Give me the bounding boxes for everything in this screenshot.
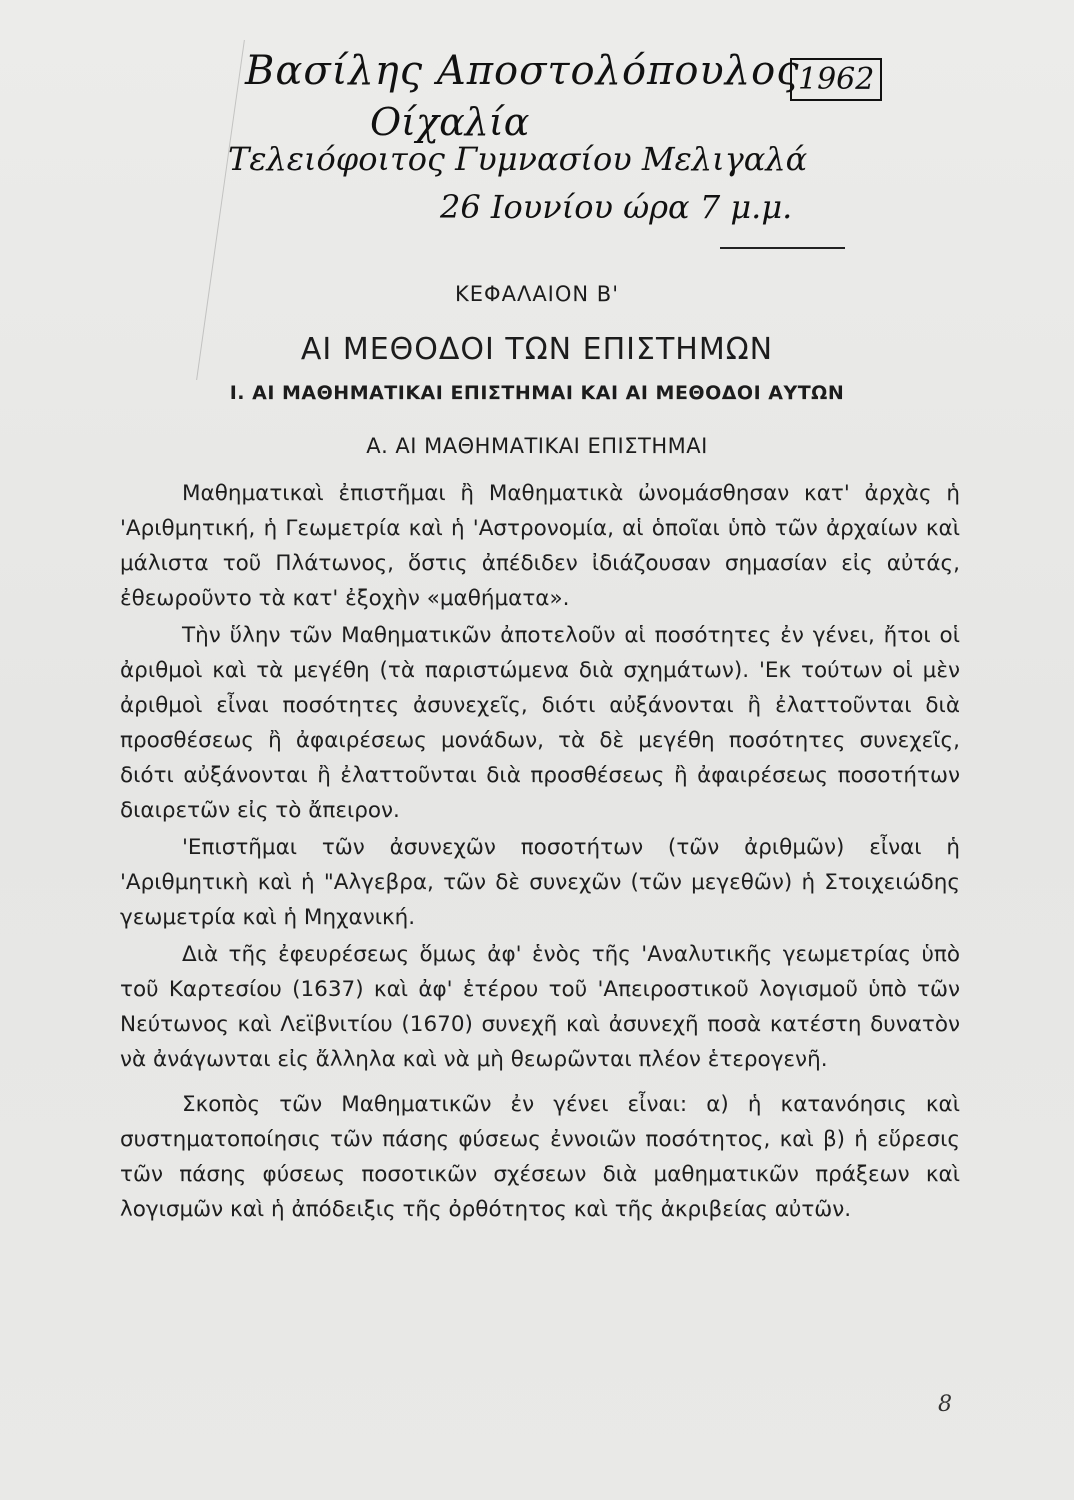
page-number: 8 xyxy=(938,1392,952,1417)
paragraph-4: Διὰ τῆς ἐφευρέσεως ὅμως ἀφ' ἑνὸς τῆς 'Αναλυτικῆς γεωμετρίας ὑπὸ τοῦ Καρτεσίου (1637) καὶ ἀφ' ἑτέρου τοῦ 'Απειροστικοῦ λογισμοῦ ὑπὸ τῶν Νεύτωνος καὶ Λεϊβνιτίου (1670) συνεχῆ καὶ ἀσυνεχῆ ποσὰ κατέστη δυνατὸν νὰ ἀνάγωνται εἰς ἄλληλα καὶ νὰ μὴ θεωρῶνται πλέον ἑτερογενῆ. xyxy=(120,942,960,1072)
handwritten-underline xyxy=(720,247,845,249)
handwritten-place: Οίχαλία xyxy=(370,100,530,144)
body-text xyxy=(120,476,960,1227)
paragraph-3: 'Επιστῆμαι τῶν ἀσυνεχῶν ποσοτήτων (τῶν ἀριθμῶν) εἶναι ἡ 'Αριθμητικὴ καὶ ἡ "Αλγεβρα, τῶν δὲ συνεχῶν (τῶν μεγεθῶν) ἡ Στοιχειώδης γεωμετρία καὶ ἡ Μηχανική. xyxy=(120,835,960,930)
section-heading: I. ΑΙ ΜΑΘΗΜΑΤΙΚΑΙ ΕΠΙΣΤΗΜΑΙ ΚΑΙ ΑΙ ΜΕΘΟΔΟΙ ΑΥΤΩΝ xyxy=(229,382,845,404)
paragraph-1: Μαθηματικαὶ ἐπιστῆμαι ἢ Μαθηματικὰ ὠνομάσθησαν κατ' ἀρχὰς ἡ 'Αριθμητική, ἡ Γεωμετρία καὶ ἡ 'Αστρονομία, αἱ ὁποῖαι ὑπὸ τῶν ἀρχαίων καὶ μάλιστα τοῦ Πλάτωνος, ὅστις ἀπέδιδεν ἰδιάζουσαν σημασίαν εἰς αὐτάς, ἐθεωροῦντο τὰ κατ' ἐξοχὴν «μαθήματα». xyxy=(120,481,960,611)
handwritten-date: 26 Ιουνίου ώρα 7 μ.μ. xyxy=(440,188,793,226)
paragraph-2: Τὴν ὕλην τῶν Μαθηματικῶν ἀποτελοῦν αἱ ποσότητες ἐν γένει, ἤτοι οἱ ἀριθμοὶ καὶ τὰ μεγέθη (τὰ παριστώμενα διὰ σχημάτων). 'Εκ τούτων οἱ μὲν ἀριθμοὶ εἶναι ποσότητες ἀσυνεχεῖς, διότι αὐξάνονται ἢ ἐλαττοῦνται διὰ προσθέσεως ἢ ἀφαιρέσεως μονάδων, τὰ δὲ μεγέθη ποσότητες συνεχεῖς, διότι αὐξάνονται ἢ ἐλαττοῦνται διὰ προσθέσεως ἢ ἀφαιρέσεως ποσοτήτων διαιρετῶν εἰς τὸ ἄπειρον. xyxy=(120,623,960,823)
subsection-heading: Α. ΑΙ ΜΑΘΗΜΑΤΙΚΑΙ ΕΠΙΣΤΗΜΑΙ xyxy=(366,434,708,458)
handwritten-year-box: 1962 xyxy=(790,58,882,101)
paragraph-5: Σκοπὸς τῶν Μαθηματικῶν ἐν γένει εἶναι: α) ἡ κατανόησις καὶ συστηματοποίησις τῶν πάσης φύσεως ἐννοιῶν ποσότητος, καὶ β) ἡ εὕρεσις τῶν πάσης φύσεως ποσοτικῶν σχέσεων διὰ μαθηματικῶν πράξεων καὶ λογισμῶν καὶ ἡ ἀπόδειξις τῆς ὀρθότητος καὶ τῆς ἀκριβείας αὐτῶν. xyxy=(120,1092,960,1222)
page-title: ΑΙ ΜΕΘΟΔΟΙ ΤΩΝ ΕΠΙΣΤΗΜΩΝ xyxy=(300,332,774,367)
chapter-heading: ΚΕΦΑΛΑΙΟΝ Β' xyxy=(455,282,619,306)
handwritten-name: Βασίλης Αποστολόπουλος xyxy=(245,48,800,94)
handwritten-school: Τελειόφοιτος Γυμνασίου Μελιγαλά xyxy=(228,140,808,178)
paper-crease xyxy=(126,40,245,380)
